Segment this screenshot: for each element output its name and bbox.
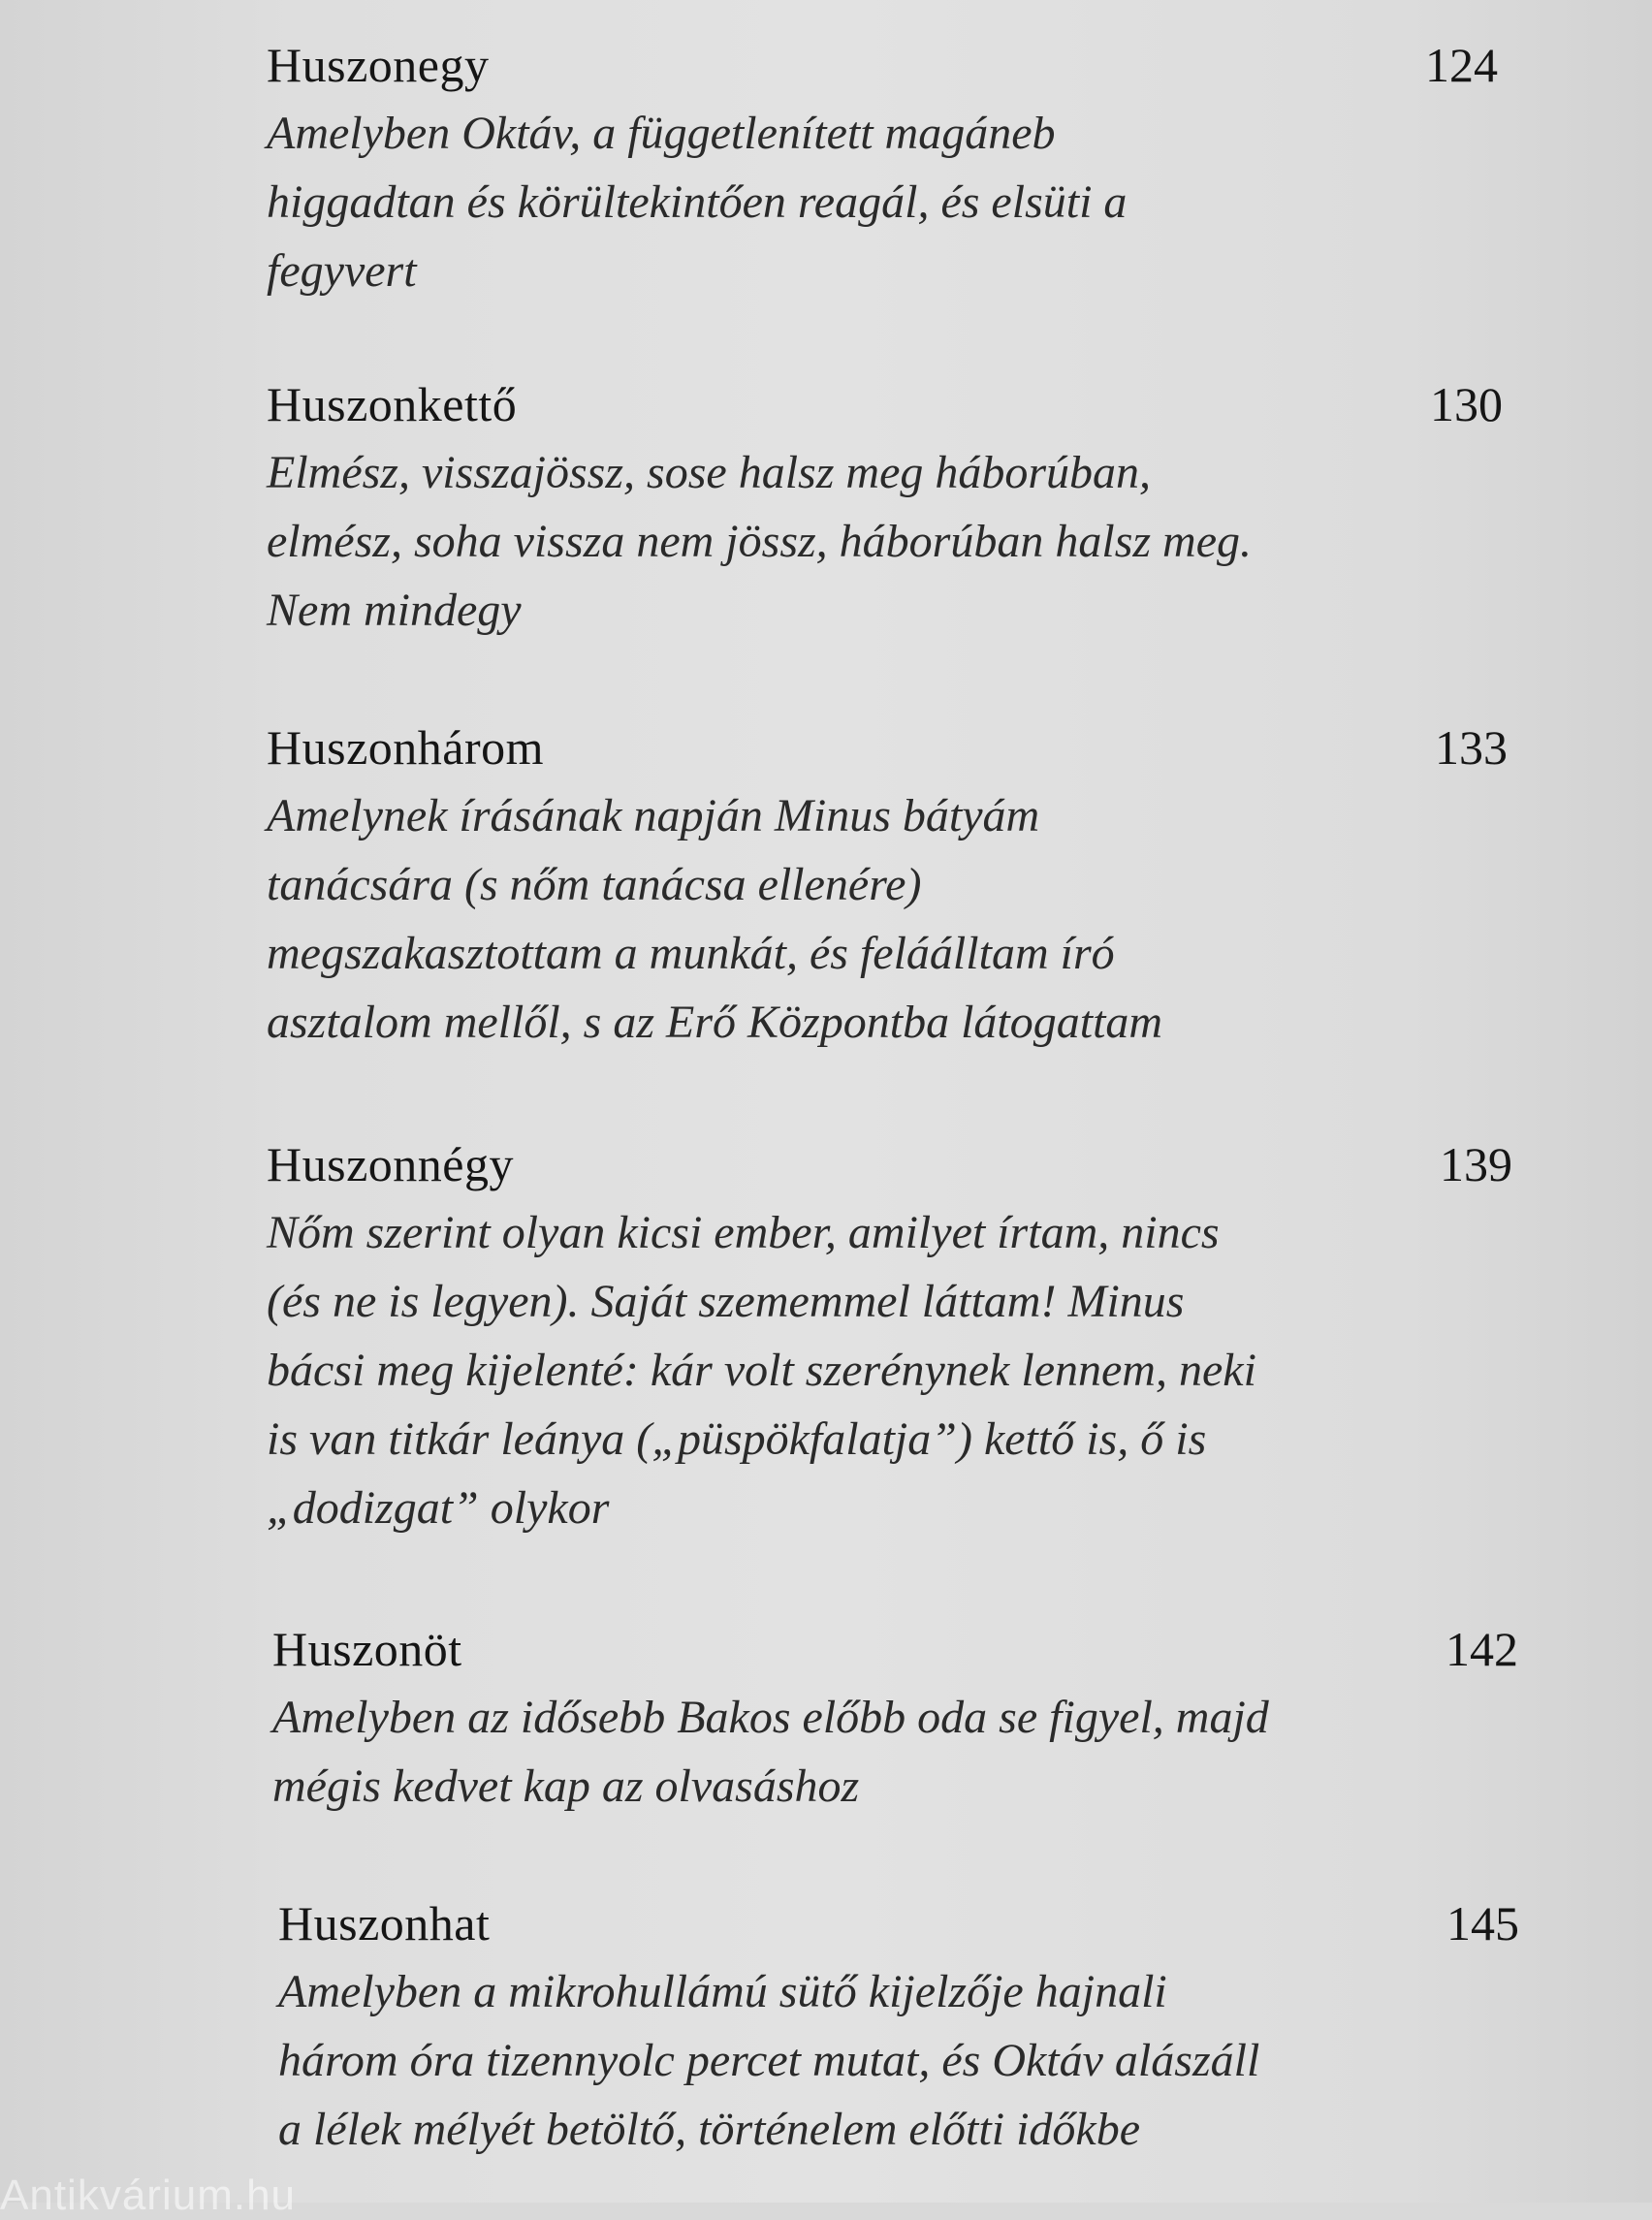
description-line: higgadtan és körültekintően reagál, és elsüti a: [267, 176, 1128, 228]
chapter-page-number: 145: [1446, 1896, 1519, 1950]
description-line: három óra tizennyolc percet mutat, és Oktáv alászáll: [278, 2035, 1260, 2086]
toc-entry-26: [278, 1889, 1539, 2171]
description-line: Amelynek írásának napján Minus bátyám: [267, 790, 1040, 841]
chapter-description: [267, 781, 1411, 1057]
description-line: Nem mindegy: [267, 585, 522, 636]
toc-entry-24: [267, 1130, 1527, 1615]
chapter-page-number: 130: [1430, 377, 1503, 431]
description-line: fegyvert: [267, 245, 417, 297]
description-line: Elmész, visszajössz, sose halsz meg háborúban,: [267, 447, 1152, 498]
description-line: asztalom mellől, s az Erő Központba látogattam: [267, 997, 1163, 1048]
chapter-description: [267, 1198, 1411, 1542]
chapter-title: Huszonnégy: [267, 1137, 514, 1191]
chapter-title: Huszonhárom: [267, 720, 544, 775]
chapter-description: [267, 99, 1411, 305]
chapter-title: Huszonegy: [267, 38, 490, 92]
description-line: mégis kedvet kap az olvasáshoz: [272, 1760, 860, 1812]
watermark-text: Antikvárium.hu: [0, 2172, 297, 2219]
description-line: megszakasztottam a munkát, és feláálltam író: [267, 928, 1115, 979]
table-of-contents: [267, 31, 1527, 2171]
description-line: elmész, soha vissza nem jössz, háborúban halsz meg.: [267, 516, 1253, 567]
description-line: is van titkár leánya („püspökfalatja”) kettő is, ő is: [267, 1413, 1207, 1465]
chapter-page-number: 142: [1446, 1622, 1518, 1676]
chapter-title: Huszonkettő: [267, 377, 518, 431]
chapter-title: Huszonhat: [278, 1896, 491, 1950]
description-line: Amelyben a mikrohullámú sütő kijelzője hajnali: [278, 1966, 1167, 2017]
description-line: a lélek mélyét betöltő, történelem előtti időkbe: [278, 2104, 1141, 2155]
description-line: bácsi meg kijelenté: kár volt szerénynek lennem, neki: [267, 1345, 1256, 1396]
chapter-description: [267, 438, 1411, 645]
toc-entry-23: [267, 714, 1527, 1130]
description-line: tanácsára (s nőm tanácsa ellenére): [267, 859, 922, 910]
description-line: Nőm szerint olyan kicsi ember, amilyet írtam, nincs: [267, 1207, 1220, 1258]
chapter-description: [272, 1683, 1416, 1821]
chapter-description: [278, 1957, 1422, 2164]
description-line: „dodizgat” olykor: [267, 1482, 610, 1534]
toc-entry-25: [272, 1615, 1533, 1889]
chapter-page-number: 124: [1425, 38, 1498, 92]
toc-entry-22: [267, 370, 1527, 714]
toc-entry-21: [267, 31, 1527, 370]
description-line: Amelyben Oktáv, a függetlenített magáneb: [267, 108, 1056, 159]
description-line: (és ne is legyen). Saját szememmel láttam! Minus: [267, 1276, 1185, 1327]
chapter-page-number: 133: [1435, 720, 1508, 775]
chapter-page-number: 139: [1440, 1137, 1512, 1191]
description-line: Amelyben az idősebb Bakos előbb oda se figyel, majd: [272, 1692, 1269, 1743]
chapter-title: Huszonöt: [272, 1622, 462, 1676]
